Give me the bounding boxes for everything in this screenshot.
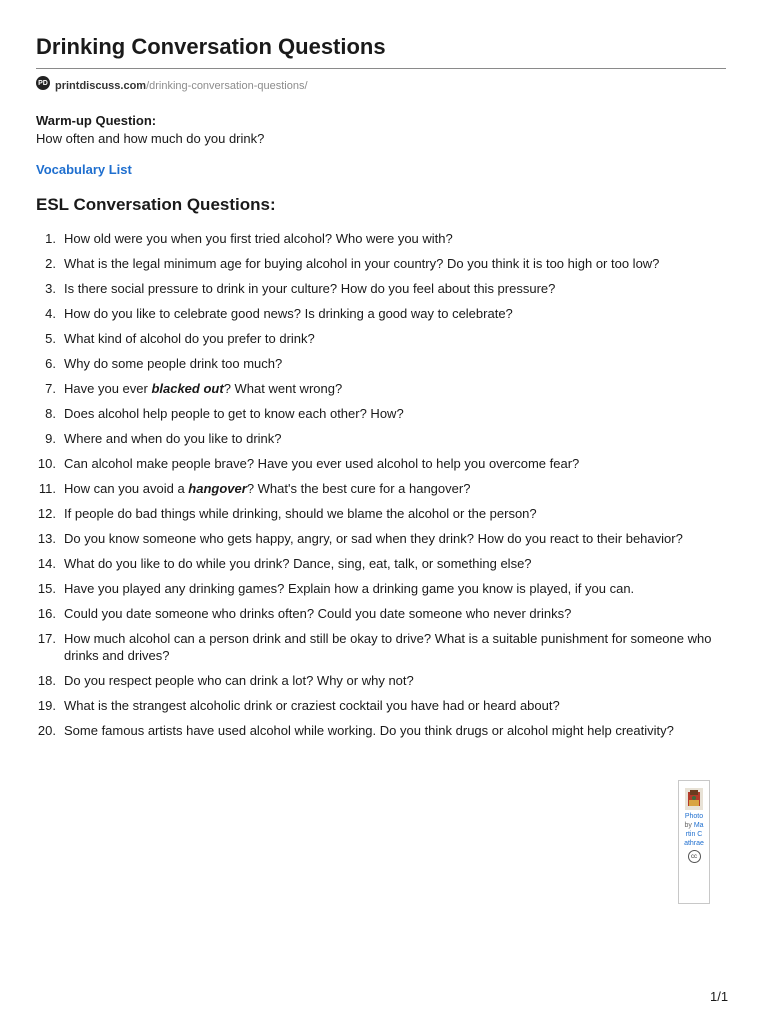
question-item [0, 230, 720, 247]
question-text-segment: Why do some people drink too much? [64, 356, 283, 371]
question-item [0, 630, 720, 664]
question-number: 9. [45, 431, 56, 446]
question-text [64, 430, 720, 447]
question-number: 20. [37, 723, 56, 738]
question-item [0, 672, 720, 689]
question-text-segment: What is the strangest alcoholic drink or craziest cocktail you have had or heard about? [64, 698, 560, 713]
question-text-segment: Could you date someone who drinks often? Could you date someone who never drinks? [64, 606, 572, 621]
printdiscuss-logo-icon: PD [36, 76, 50, 90]
question-text [64, 505, 720, 522]
question-item [0, 605, 720, 622]
question-item [0, 305, 720, 322]
photo-credit-box[interactable] [678, 780, 710, 904]
title-divider [36, 68, 726, 69]
question-text [64, 305, 720, 322]
warmup-label: Warm-up Question: [36, 113, 157, 128]
question-text-segment: Some famous artists have used alcohol while working. Do you think drugs or alcohol might help creativity? [64, 723, 674, 738]
question-text-segment: What do you like to do while you drink? Dance, sing, eat, talk, or something else? [64, 556, 532, 571]
question-text-segment: If people do bad things while drinking, should we blame the alcohol or the person? [64, 506, 537, 521]
question-text [64, 605, 720, 622]
cc-icon[interactable]: cc [688, 850, 701, 863]
question-text [64, 255, 720, 272]
question-text [64, 672, 720, 689]
question-number: 5. [45, 331, 56, 346]
question-text-segment: Do you know someone who gets happy, angry, or sad when they drink? How do you react to their behavior? [64, 531, 683, 546]
question-number: 10. [37, 456, 56, 471]
question-number: 3. [45, 281, 56, 296]
question-number: 12. [37, 506, 56, 521]
question-item [0, 455, 720, 472]
question-number: 19. [37, 698, 56, 713]
question-item [0, 280, 720, 297]
page-number: 1/1 [710, 989, 729, 1004]
question-item [0, 555, 720, 572]
question-item [0, 530, 720, 547]
question-number: 16. [37, 606, 56, 621]
question-text-segment: What kind of alcohol do you prefer to drink? [64, 331, 315, 346]
question-text [64, 722, 720, 739]
question-text-segment: Where and when do you like to drink? [64, 431, 282, 446]
question-text [64, 580, 720, 597]
section-heading: ESL Conversation Questions: [36, 195, 276, 214]
question-text [64, 280, 720, 297]
question-text [64, 697, 720, 714]
question-number: 15. [37, 581, 56, 596]
question-number: 1. [45, 231, 56, 246]
question-item [0, 580, 720, 597]
question-text-segment: How can you avoid a [64, 481, 189, 496]
question-item [0, 480, 720, 497]
question-item [0, 380, 720, 397]
question-text [64, 555, 720, 572]
question-text-segment: How do you like to celebrate good news? Is drinking a good way to celebrate? [64, 306, 513, 321]
question-text-segment: Have you ever [64, 381, 152, 396]
question-text-segment: ? What's the best cure for a hangover? [246, 481, 471, 496]
question-number: 14. [37, 556, 56, 571]
question-text [64, 405, 720, 422]
question-text-segment: Have you played any drinking games? Explain how a drinking game you know is played, if you can. [64, 581, 635, 596]
question-text-segment: ? What went wrong? [223, 381, 343, 396]
question-text [64, 380, 720, 397]
question-text [64, 355, 720, 372]
photo-credit-text[interactable] [684, 812, 704, 848]
question-number: 2. [45, 256, 56, 271]
source-domain[interactable]: printdiscuss.com [55, 80, 147, 92]
warmup-question: How often and how much do you drink? [36, 131, 265, 146]
question-number: 11. [38, 481, 56, 496]
question-number: 7. [45, 381, 56, 396]
vocabulary-list-link[interactable]: Vocabulary List [36, 162, 132, 177]
question-text [64, 480, 720, 497]
question-text-segment: Can alcohol make people brave? Have you ever used alcohol to help you overcome fear? [64, 456, 580, 471]
source-line[interactable] [36, 78, 308, 94]
photo-thumbnail[interactable] [685, 788, 703, 810]
question-text-segment: How much alcohol can a person drink and still be okay to drive? What is a suitable punishment for someone who drinks and drives? [64, 631, 712, 663]
vocabulary-term: hangover [188, 481, 247, 496]
question-text [64, 455, 720, 472]
question-item [0, 255, 720, 272]
question-item [0, 722, 720, 739]
question-text [64, 630, 720, 664]
question-item [0, 330, 720, 347]
question-number: 6. [45, 356, 56, 371]
question-list [0, 230, 720, 747]
question-text-segment: How old were you when you first tried alcohol? Who were you with? [64, 231, 453, 246]
question-number: 18. [37, 673, 56, 688]
question-text-segment: Does alcohol help people to get to know each other? How? [64, 406, 404, 421]
question-number: 13. [37, 531, 56, 546]
question-number: 4. [45, 306, 56, 321]
question-item [0, 355, 720, 372]
source-path[interactable]: /drinking-conversation-questions/ [146, 80, 308, 92]
question-item [0, 405, 720, 422]
photo-author[interactable]: Martin Cathrae [684, 822, 704, 847]
question-number: 8. [45, 406, 56, 421]
vocabulary-term: blacked out [151, 381, 224, 396]
question-number: 17. [37, 631, 56, 646]
question-text [64, 330, 720, 347]
question-item [0, 505, 720, 522]
page-title: Drinking Conversation Questions [36, 34, 386, 59]
question-text [64, 230, 720, 247]
question-item [0, 430, 720, 447]
question-text-segment: Do you respect people who can drink a lot? Why or why not? [64, 673, 414, 688]
question-text-segment: Is there social pressure to drink in your culture? How do you feel about this pressure? [64, 281, 556, 296]
photo-by-label: by [684, 822, 692, 829]
question-item [0, 697, 720, 714]
question-text [64, 530, 720, 547]
photo-label[interactable]: Photo [684, 813, 704, 820]
question-text-segment: What is the legal minimum age for buying alcohol in your country? Do you think it is too high or too low? [64, 256, 660, 271]
